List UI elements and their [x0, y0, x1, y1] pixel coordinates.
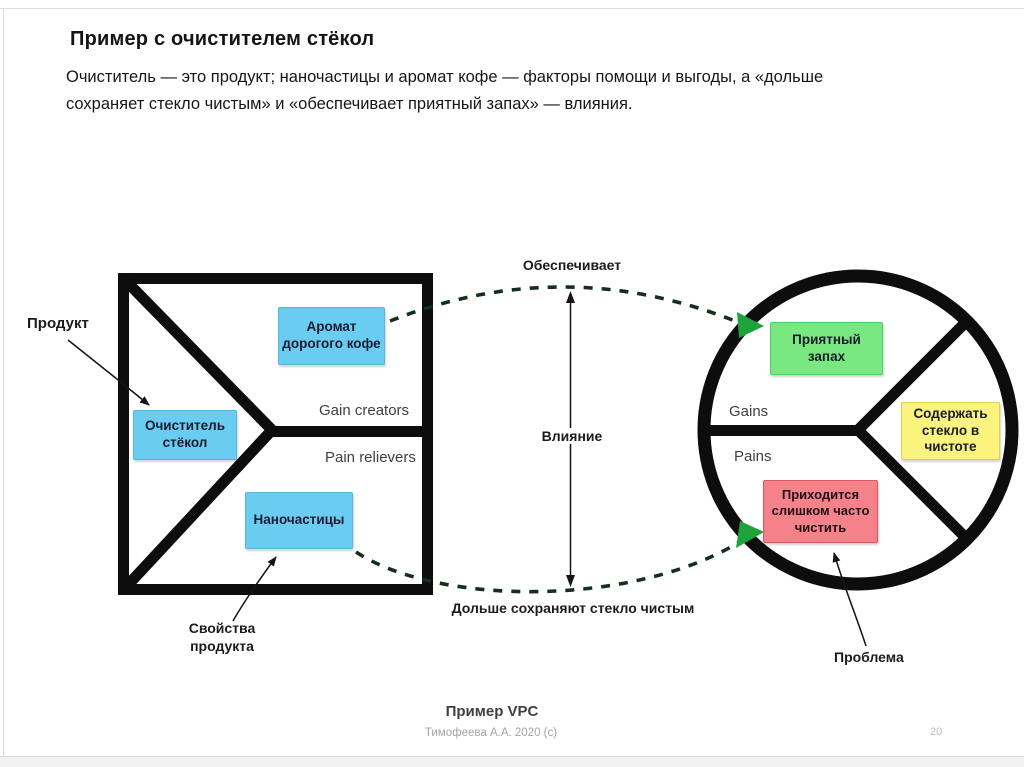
influence-arrowhead-down-icon	[566, 575, 575, 587]
pain-reliever-note: Наночастицы	[245, 492, 353, 549]
slide-body-line-1: Очиститель — это продукт; наночастицы и аромат кофе — факторы помощи и выгоды, а «дольше	[66, 68, 824, 86]
problem-pointer-label: Проблема	[834, 649, 904, 665]
bottom-arc-label: Дольше сохраняют стекло чистым	[451, 600, 695, 616]
features-pointer-label: Свойства продукта	[188, 620, 256, 654]
product-note: Очиститель стёкол	[133, 410, 237, 460]
problem-callout-arrow	[834, 553, 866, 646]
product-callout-arrow	[68, 340, 149, 405]
footer-caption: Пример VPC	[445, 703, 539, 720]
gain-creator-note: Аромат дорогого кофе	[278, 307, 385, 365]
gains-label: Gains	[729, 403, 769, 420]
pain-relievers-label: Pain relievers	[325, 449, 416, 466]
slide-body-line-2: сохраняет стекло чистым» и «обеспечивает приятный запах» — влияния.	[66, 95, 633, 113]
footer-author: Тимофеева А.А. 2020 (с)	[424, 727, 558, 739]
slide-title: Пример с очистителем стёкол	[70, 28, 375, 50]
dashed-arc-bottom	[356, 538, 746, 592]
customer-job-note: Содержать стекло в чистоте	[901, 402, 1000, 460]
gain-creators-label: Gain creators	[319, 402, 410, 419]
product-pointer-label: Продукт	[27, 315, 89, 332]
pains-label: Pains	[734, 448, 772, 465]
customer-pain-note: Приходится слишком часто чистить	[763, 480, 878, 543]
square-diagonal-top	[127, 282, 272, 430]
influence-label: Влияние	[538, 428, 607, 444]
top-arc-label: Обеспечивает	[522, 257, 622, 273]
dashed-arc-top	[390, 287, 740, 323]
customer-gain-note: Приятный запах	[770, 322, 883, 375]
page-number: 20	[930, 726, 943, 738]
influence-arrowhead-up-icon	[566, 291, 575, 303]
